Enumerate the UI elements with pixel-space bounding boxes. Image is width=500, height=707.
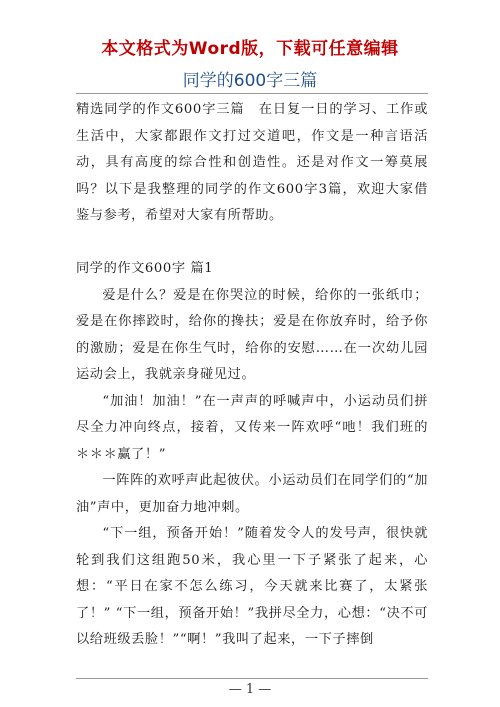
page-number: — 1 —	[228, 682, 272, 697]
header-divider	[76, 93, 428, 94]
footer-divider	[76, 678, 428, 679]
body-paragraph: “加油！加油！”在一声声的呼喊声中，小运动员们拼尽全力冲向终点，接着，又传来一阵欢呼“吔！我们班的＊＊＊赢了！”	[76, 393, 428, 462]
body-paragraph: 一阵阵的欢呼声此起彼伏。小运动员们在同学们的“加油”声中，更加奋力地冲刺。	[76, 473, 428, 515]
intro-paragraph: 精选同学的作文600字三篇 在日复一日的学习、工作或生活中，大家都跟作文打过交道吧，作文是一种言语活动，具有高度的综合性和创造性。还是对作文一筹莫展吗？以下是我整理的同学的作文600字3篇，欢迎大家借鉴与参考，希望对大家有所帮助。	[76, 102, 428, 223]
document-body	[76, 97, 428, 654]
body-paragraph: 爱是什么？爱是在你哭泣的时候，给你的一张纸巾；爱是在你摔跤时，给你的搀扶；爱是在你放弃时，给予你的激励；爱是在你生气时，给你的安慰……在一次幼儿园运动会上，我就亲身碰见过。	[76, 287, 428, 382]
section-heading: 同学的作文600字 篇1	[76, 261, 214, 276]
download-banner: 本文格式为Word版，下载可任意编辑	[101, 39, 399, 59]
page-title: 同学的600字三篇	[182, 71, 318, 91]
body-paragraph: “下一组，预备开始！”随着发令人的发号声，很快就轮到我们这组跑50米，我心里一下子紧张了起来，心想：“平日在家不怎么练习，今天就来比赛了，太紧张了！” “下一组，预备开始！”我拼尽全力，心想：“决不可以给班级丢脸！”“啊！”我叫了起来，一下子摔倒	[76, 526, 428, 647]
